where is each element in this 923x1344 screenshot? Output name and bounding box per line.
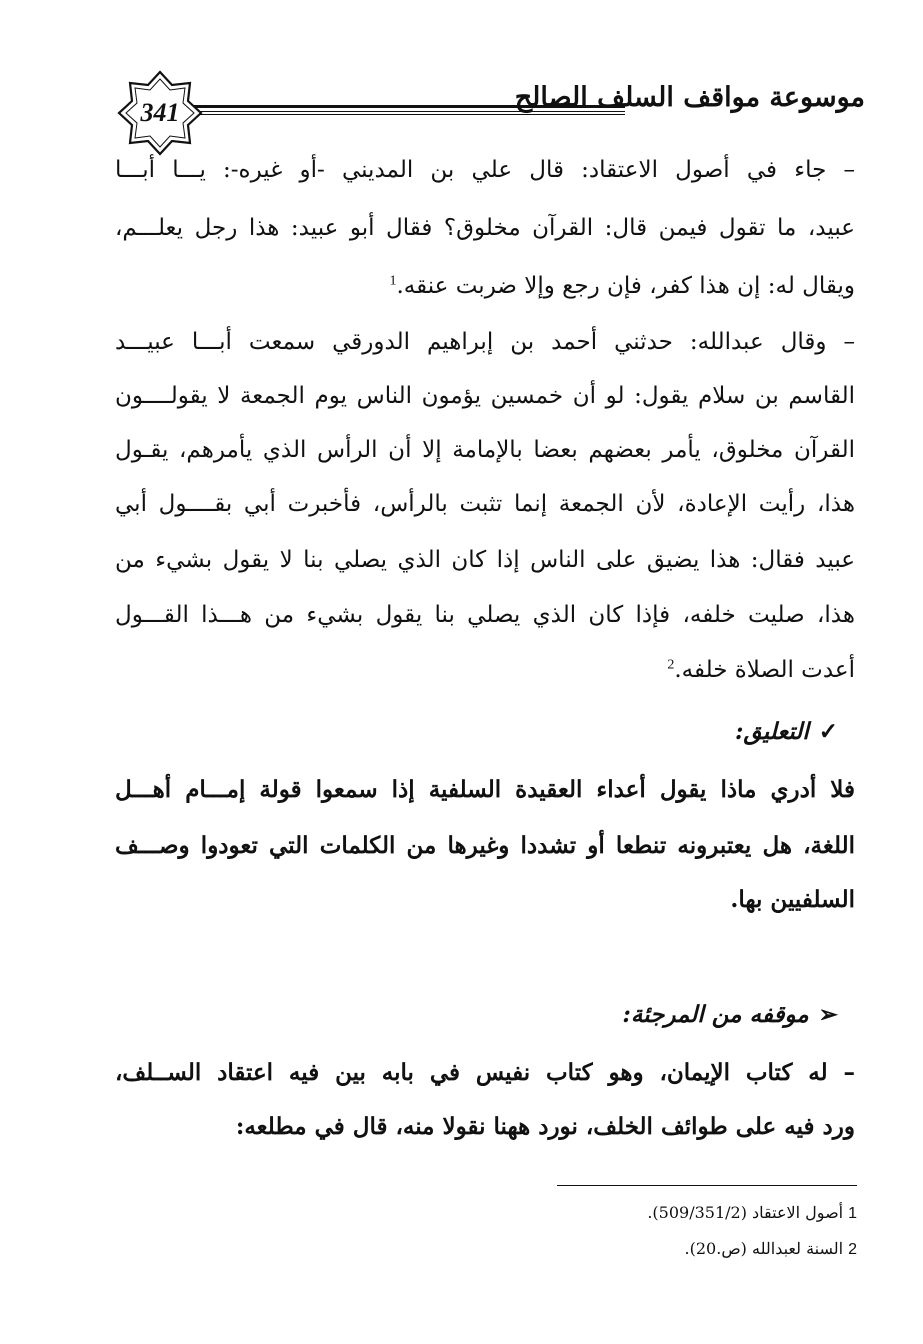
body-line: – جاء في أصول الاعتقاد: قال علي بن المديني -أو غيره-: يـــا أبـــا	[115, 157, 855, 183]
footnote-ref: 2	[667, 657, 675, 673]
footnote	[357, 1236, 857, 1263]
body-line-with-footnote	[115, 266, 855, 306]
body-line: عبيد فقال: هذا يضيق على الناس إذا كان الذي يصلي بنا لا يقول بشيء من	[115, 547, 855, 573]
footnote-rule	[557, 1185, 857, 1186]
arrowhead-icon: ➢	[818, 1001, 838, 1028]
body-line: ورد فيه على طوائف الخلف، نورد ههنا نقولا منه، قال في مطلعه:	[235, 1113, 855, 1140]
body-line-text: ويقال له: إن هذا كفر، فإن رجع وإلا ضربت عنقه.	[396, 273, 855, 299]
checkmark-icon: ✓	[818, 718, 838, 745]
body-line: القرآن مخلوق، يأمر بعضهم بعضا بالإمامة إلا أن الرأس الذي يأمرهم، يقـول	[115, 437, 855, 463]
body-line-text: أعدت الصلاة خلفه.	[674, 657, 855, 683]
footnote-text: أصول الاعتقاد (509/351/2).	[647, 1203, 844, 1222]
footnote-number: 2	[848, 1241, 857, 1258]
comment-heading-text: التعليق:	[735, 718, 809, 745]
body-line: السلفيين بها.	[730, 886, 855, 913]
page-header	[110, 68, 865, 158]
running-title: موسوعة مواقف السلف الصالح	[514, 82, 865, 113]
comment-heading	[735, 712, 838, 752]
footnote-ref: 1	[389, 273, 397, 289]
body-line: اللغة، هل يعتبرونه تنطعا أو تشددا وغيرها من الكلمات التي تعودوا وصـــف	[115, 832, 855, 859]
body-line: هذا، صليت خلفه، فإذا كان الذي يصلي بنا يقول بشيء من هـــذا القـــول	[115, 602, 855, 628]
footnote	[357, 1200, 857, 1227]
section-heading-text: موقفه من المرجئة:	[622, 1001, 809, 1028]
body-line-with-footnote	[115, 650, 855, 690]
body-line: – وقال عبدالله: حدثني أحمد بن إبراهيم الدورقي سمعت أبـــا عبيـــد	[115, 329, 855, 355]
footnote-number: 1	[848, 1205, 857, 1222]
footnote-text: السنة لعبدالله (ص.20).	[684, 1239, 844, 1258]
body-line: فلا أدري ماذا يقول أعداء العقيدة السلفية إذا سمعوا قولة إمـــام أهـــل	[115, 776, 855, 803]
page-number: 341	[140, 98, 180, 127]
section-heading	[622, 995, 838, 1035]
body-line: هذا، رأيت الإعادة، لأن الجمعة إنما تثبت بالرأس، فأخبرت أبي بقــــول أبي	[115, 491, 855, 517]
body-line: عبيد، ما تقول فيمن قال: القرآن مخلوق؟ فقال أبو عبيد: هذا رجل يعلـــم،	[115, 215, 855, 241]
body-line: القاسم بن سلام يقول: لو أن خمسين يؤمون الناس يوم الجمعة لا يقولــــون	[115, 383, 855, 409]
page-number-badge	[115, 68, 205, 158]
body-line: – له كتاب الإيمان، وهو كتاب نفيس في بابه بين فيه اعتقاد الســلف،	[115, 1059, 855, 1086]
